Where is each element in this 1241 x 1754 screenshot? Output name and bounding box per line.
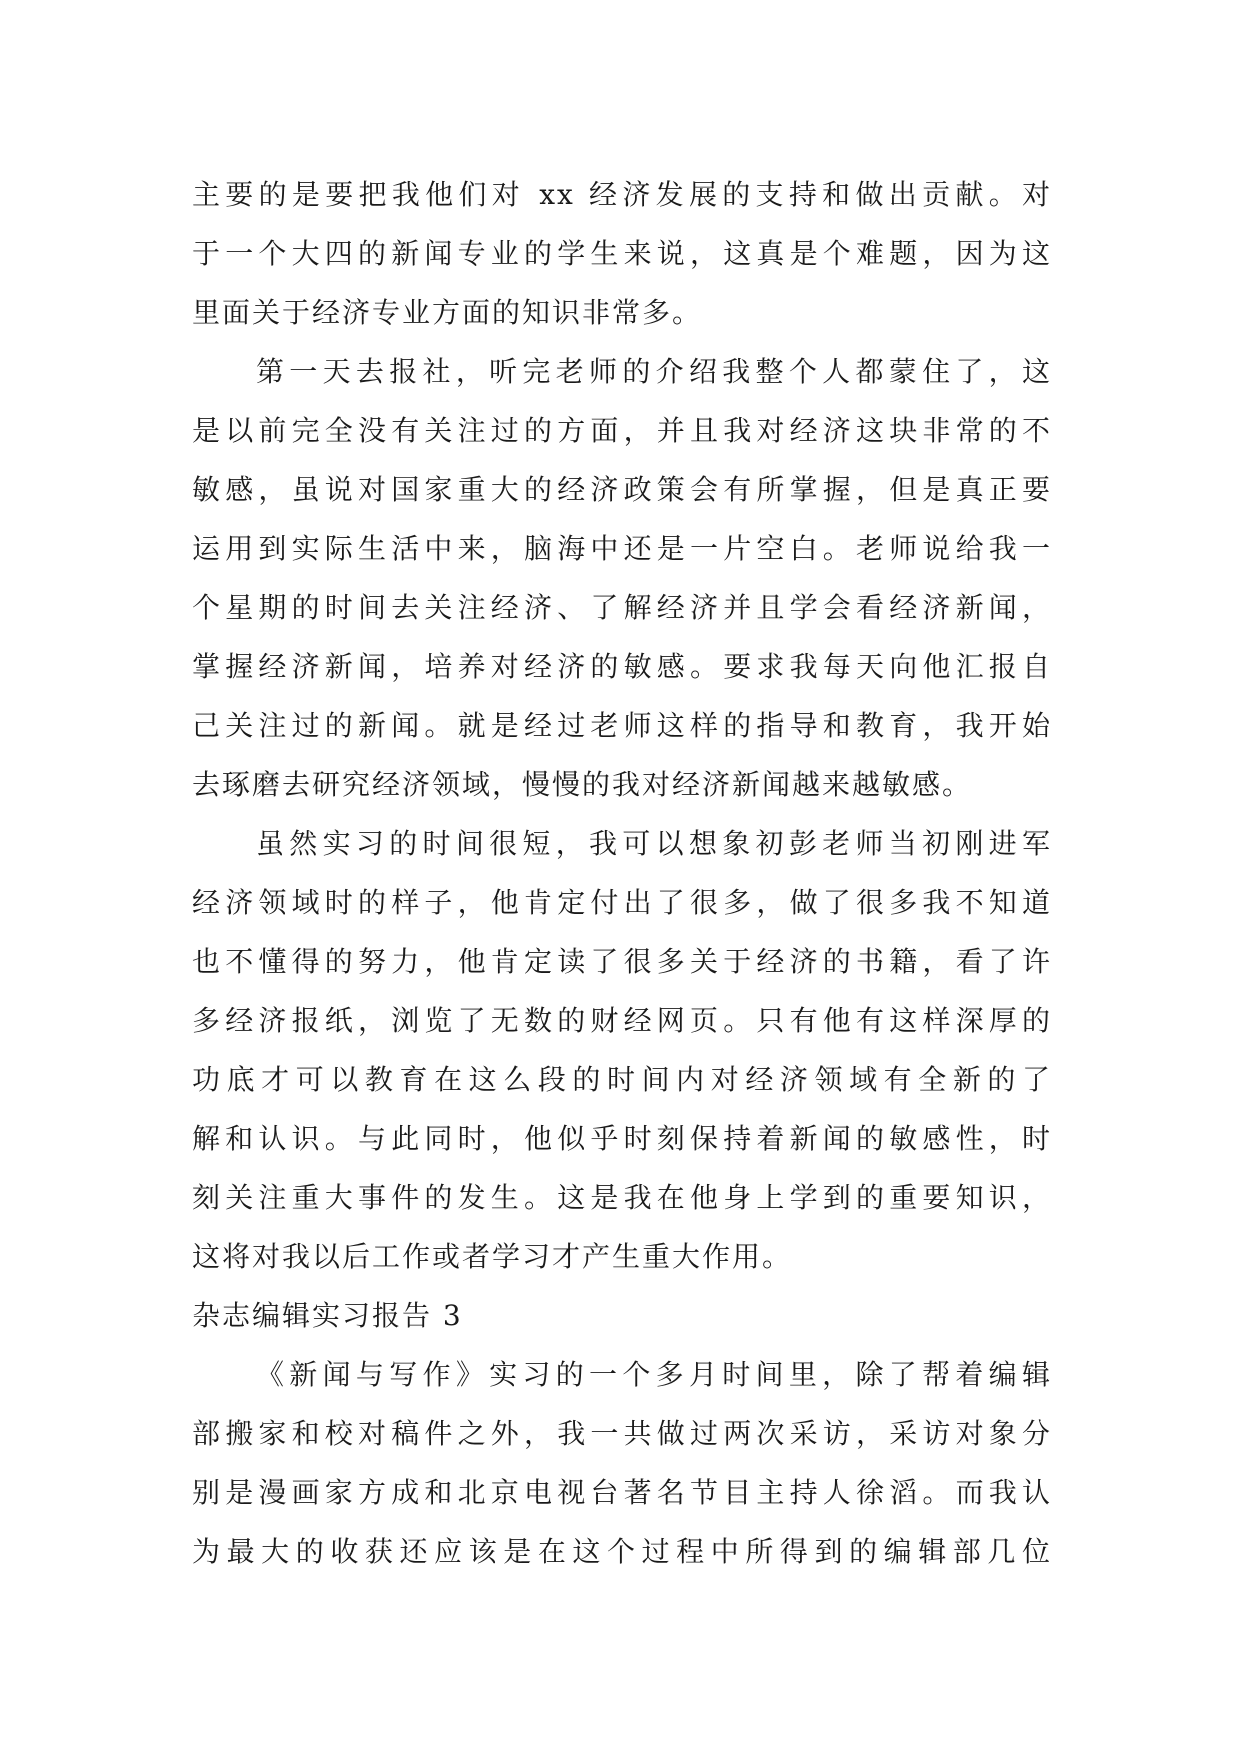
text-line: 《新闻与写作》实习的一个多月时间里，除了帮着编辑 — [256, 1358, 1052, 1391]
text-line: 也不懂得的努力，他肯定读了很多关于经济的书籍，看了许 — [192, 945, 1052, 978]
paragraph — [192, 814, 1052, 1286]
text-line: 于一个大四的新闻专业的学生来说，这真是个难题，因为这 — [192, 237, 1052, 270]
text-line: 别是漫画家方成和北京电视台著名节目主持人徐滔。而我认 — [192, 1476, 1052, 1509]
text-line: 刻关注重大事件的发生。这是我在他身上学到的重要知识， — [192, 1181, 1052, 1214]
text-line: 部搬家和校对稿件之外，我一共做过两次采访，采访对象分 — [192, 1417, 1052, 1450]
text-line: 掌握经济新闻，培养对经济的敏感。要求我每天向他汇报自 — [192, 650, 1052, 683]
section-heading: 杂志编辑实习报告 3 — [192, 1299, 463, 1332]
text-line: 虽然实习的时间很短，我可以想象初彭老师当初刚进军 — [256, 827, 1052, 860]
text-line: 主要的是要把我他们对 xx 经济发展的支持和做出贡献。对 — [192, 178, 1052, 211]
paragraph — [192, 342, 1052, 814]
text-line: 解和认识。与此同时，他似乎时刻保持着新闻的敏感性，时 — [192, 1122, 1052, 1155]
text-line: 经济领域时的样子，他肯定付出了很多，做了很多我不知道 — [192, 886, 1052, 919]
text-line: 这将对我以后工作或者学习才产生重大作用。 — [192, 1240, 793, 1273]
text-line: 功底才可以教育在这么段的时间内对经济领域有全新的了 — [192, 1063, 1052, 1096]
text-line: 去琢磨去研究经济领域，慢慢的我对经济新闻越来越敏感。 — [192, 768, 973, 801]
text-line: 个星期的时间去关注经济、了解经济并且学会看经济新闻， — [192, 591, 1052, 624]
paragraph — [192, 165, 1052, 342]
text-line: 敏感，虽说对国家重大的经济政策会有所掌握，但是真正要 — [192, 473, 1052, 506]
text-line: 己关注过的新闻。就是经过老师这样的指导和教育，我开始 — [192, 709, 1052, 742]
text-line: 里面关于经济专业方面的知识非常多。 — [192, 296, 703, 329]
text-line: 是以前完全没有关注过的方面，并且我对经济这块非常的不 — [192, 414, 1052, 447]
text-line: 为最大的收获还应该是在这个过程中所得到的编辑部几位 — [192, 1535, 1052, 1568]
text-line: 运用到实际生活中来，脑海中还是一片空白。老师说给我一 — [192, 532, 1052, 565]
paragraph — [192, 1345, 1052, 1581]
text-line: 多经济报纸，浏览了无数的财经网页。只有他有这样深厚的 — [192, 1004, 1052, 1037]
document-body — [192, 165, 1052, 1581]
text-line: 第一天去报社，听完老师的介绍我整个人都蒙住了，这 — [256, 355, 1052, 388]
